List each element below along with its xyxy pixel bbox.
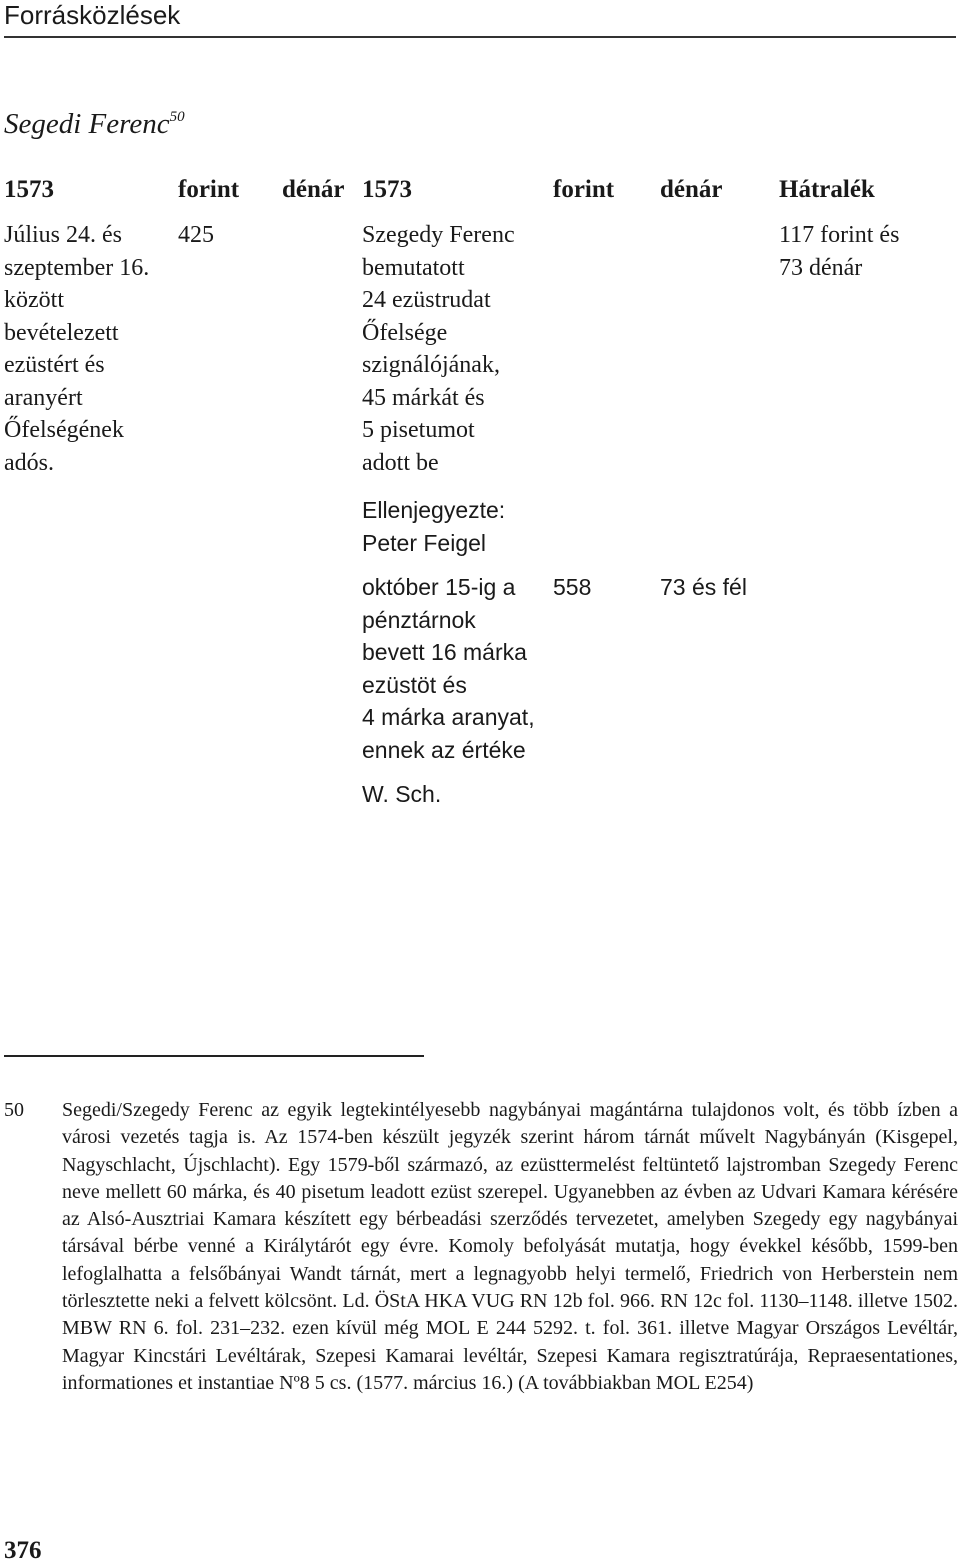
header-rule	[4, 36, 956, 38]
right-description-line: 5 pisetumot	[362, 417, 475, 443]
arrears-value	[779, 219, 899, 284]
right-denar-value: 73 és fél	[660, 574, 747, 600]
right-description-line: október 15-ig a	[362, 574, 516, 600]
arrears-line: 73 dénár	[779, 254, 863, 281]
left-description-line: bevételezett	[4, 319, 119, 346]
left-description-line: között	[4, 287, 64, 313]
footnote-rule	[4, 1055, 424, 1057]
section-title-text: Segedi Ferenc	[4, 108, 170, 140]
left-forint-value: 425	[178, 222, 214, 248]
left-description-line: Július 24. és	[4, 222, 123, 248]
running-header: Forrásközlések	[4, 0, 181, 30]
right-description-line: ennek az értéke	[362, 736, 526, 763]
header-year-left: 1573	[4, 176, 54, 203]
left-description-line: Őfelségének	[4, 417, 124, 443]
right-description-line: bevett 16 márka	[362, 639, 527, 665]
left-description-line: adós.	[4, 449, 54, 476]
countersigned-block	[362, 494, 505, 559]
right-forint-value: 558	[553, 574, 592, 600]
signature: W. Sch.	[362, 781, 442, 807]
right-description-line: bemutatott	[362, 254, 465, 281]
header-arrears: Hátralék	[779, 176, 875, 203]
footnote-number: 50	[4, 1099, 24, 1121]
countersigned-name: Peter Feigel	[362, 529, 487, 556]
right-description-line: 24 ezüstrudat	[362, 287, 491, 313]
right-description-line: pénztárnok	[362, 606, 476, 633]
left-description	[4, 219, 174, 479]
right-description-line: Szegedy Ferenc	[362, 222, 515, 248]
countersigned-label: Ellenjegyezte:	[362, 497, 506, 523]
right-description-line: 4 márka aranyat,	[362, 704, 535, 730]
header-forint-right: forint	[553, 176, 615, 203]
left-description-line: szeptember 16.	[4, 254, 150, 281]
right-description-line: ezüstöt és	[362, 671, 467, 698]
section-title	[4, 100, 185, 141]
right-description-line: 45 márkát és	[362, 384, 485, 411]
right-description-1	[362, 219, 552, 479]
header-year-right: 1573	[362, 176, 412, 203]
left-description-line: aranyért	[4, 384, 83, 411]
arrears-line: 117 forint és	[779, 222, 900, 248]
right-description-2	[362, 571, 552, 766]
page-number: 376	[4, 1537, 42, 1564]
footnote-reference: 50	[169, 109, 185, 125]
header-denar-right: dénár	[660, 176, 723, 203]
right-description-line: szignálójának,	[362, 352, 500, 378]
left-description-line: ezüstért és	[4, 352, 105, 378]
right-description-line: Őfelsége	[362, 319, 448, 346]
header-denar-left: dénár	[282, 176, 345, 203]
footnote-text: Segedi/Szegedy Ferenc az egyik legtekintélyesebb nagybányai magántárna tulajdonos volt, és több ízben a városi vezetés tagja is. Az 1574-ben készült jegyzék szerint három tárnát művelt Nagybányán (Kisgepel, Nagyschlacht, Újschlacht). Egy 1579-ből származó, az ezüsttermelést feltüntető lajstromban Szegedy Ferenc neve mellett 60 márka, és 40 pisetum leadott ezüst szerepel. Ugyanebben az évben az Udvari Kamara kérésére az Alsó-Ausztriai Kamara készített egy bérbeadási szerződés tervezetet, amelyben Szegedy egy nagybányai társával bérbe venné a Királytárót egy évre. Komoly befolyását mutatja, hogy évekkel később, 1599-ben lefoglalhatta a felsőbányai Wandt tárnát, mert a legnagyobb helyi termelő, Friedrich von Herberstein nem törlesztette neki a felvett kölcsönt. Ld. ÖStA HKA VUG RN 12b fol. 966. RN 12c fol. 1130–1148. illetve 1502. MBW RN 6. fol. 231–232. ezen kívül még MOL E 244 5292. t. fol. 361. illetve Magyar Országos Levéltár, Magyar Kincstári Levéltárak, Szepesi Kamarai levéltár, Szepesi Kamara regisztratúrája, Repraesentationes, informationes et instantiae Nº8 5 cs. (1577. március 16.) (A továbbiakban MOL E254)	[62, 1099, 958, 1394]
right-description-line: adott be	[362, 449, 439, 476]
header-forint-left: forint	[178, 176, 240, 203]
